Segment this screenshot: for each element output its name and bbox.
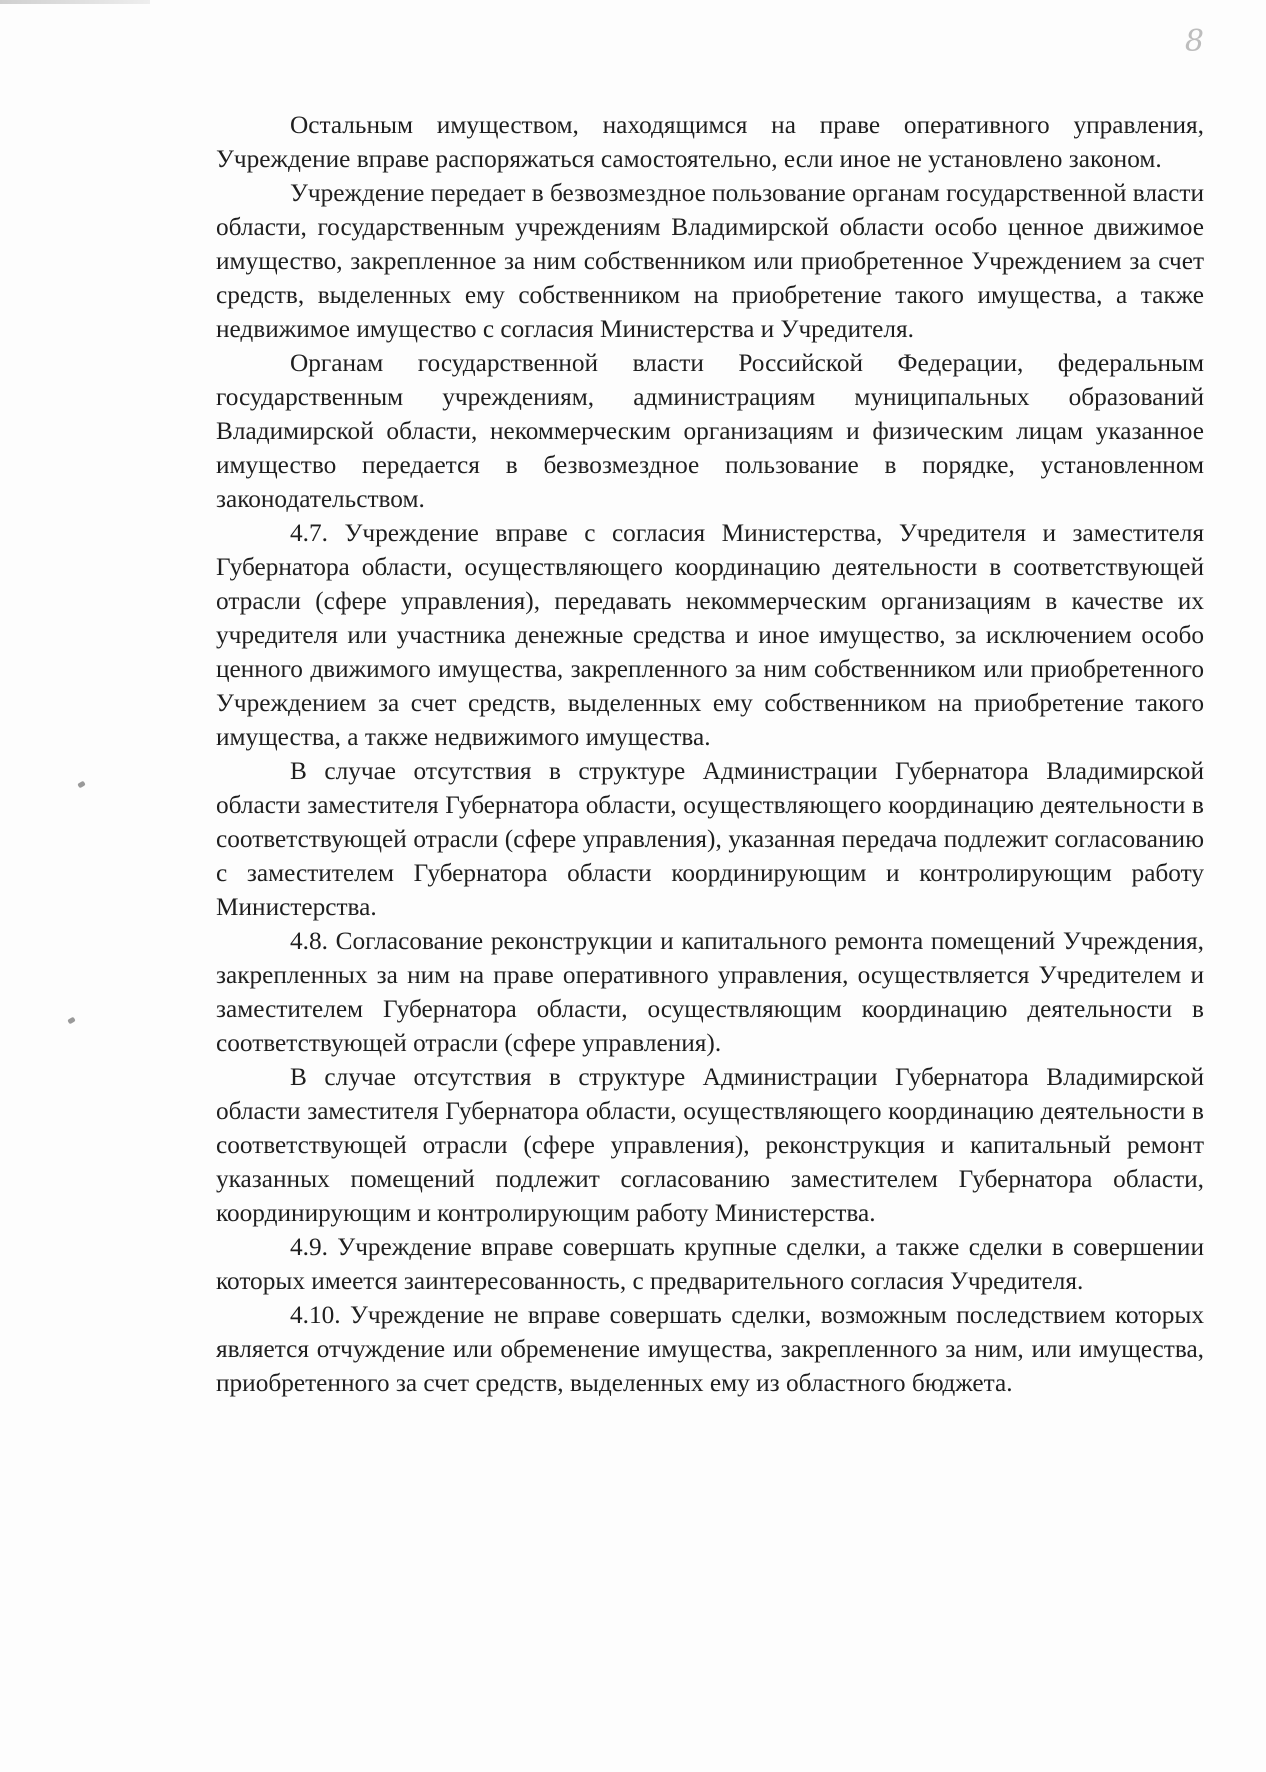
paragraph: Учреждение передает в безвозмездное пользование органам государственной власти области, государственным учреждениям Владимирской области особо ценное движимое имущество, закрепленное за ним собственником или приобретенное Учреждением за счет средств, выделенных ему собственником на приобретение такого имущества, а также недвижимое имущество с согласия Министерства и Учредителя. (216, 179, 1204, 343)
scan-speck (67, 1017, 76, 1025)
page-number: 8 (1184, 24, 1204, 59)
scan-speck (77, 781, 86, 789)
paragraph: Органам государственной власти Российской Федерации, федеральным государственным учреждениям, администрациям муниципальных образований Владимирской области, некоммерческим организациям и физическим лицам указанное имущество передается в безвозмездное пользование в порядке, установленном законодательством. (216, 349, 1204, 513)
document-body (216, 108, 1204, 1400)
paragraph-4-9: 4.9. Учреждение вправе совершать крупные сделки, а также сделки в совершении которых имеется заинтересованность, с предварительного согласия Учредителя. (216, 1233, 1204, 1295)
paragraph: В случае отсутствия в структуре Администрации Губернатора Владимирской области заместителя Губернатора области, осуществляющего координацию деятельности в соответствующей отрасли (сфере управления), реконструкция и капитальный ремонт указанных помещений подлежит согласованию заместителем Губернатора области, координирующим и контролирующим работу Министерства. (216, 1063, 1204, 1227)
paragraph-4-7: 4.7. Учреждение вправе с согласия Министерства, Учредителя и заместителя Губернатора области, осуществляющего координацию деятельности в соответствующей отрасли (сфере управления), передавать некоммерческим организациям в качестве их учредителя или участника денежные средства и иное имущество, за исключением особо ценного движимого имущества, закрепленного за ним собственником или приобретенного Учреждением за счет средств, выделенных ему собственником на приобретение такого имущества, а также недвижимого имущества. (216, 519, 1204, 751)
paragraph-4-8: 4.8. Согласование реконструкции и капитального ремонта помещений Учреждения, закрепленных за ним на праве оперативного управления, осуществляется Учредителем и заместителем Губернатора области, осуществляющим координацию деятельности в соответствующей отрасли (сфере управления). (216, 927, 1204, 1057)
paragraph: Остальным имуществом, находящимся на праве оперативного управления, Учреждение вправе распоряжаться самостоятельно, если иное не установлено законом. (216, 111, 1204, 173)
paragraph-4-10: 4.10. Учреждение не вправе совершать сделки, возможным последствием которых является отчуждение или обременение имущества, закрепленного за ним, или имущества, приобретенного за счет средств, выделенных ему из областного бюджета. (216, 1301, 1204, 1397)
scan-edge-mark (0, 0, 150, 4)
paragraph: В случае отсутствия в структуре Администрации Губернатора Владимирской области заместителя Губернатора области, осуществляющего координацию деятельности в соответствующей отрасли (сфере управления), указанная передача подлежит согласованию с заместителем Губернатора области координирующим и контролирующим работу Министерства. (216, 757, 1204, 921)
